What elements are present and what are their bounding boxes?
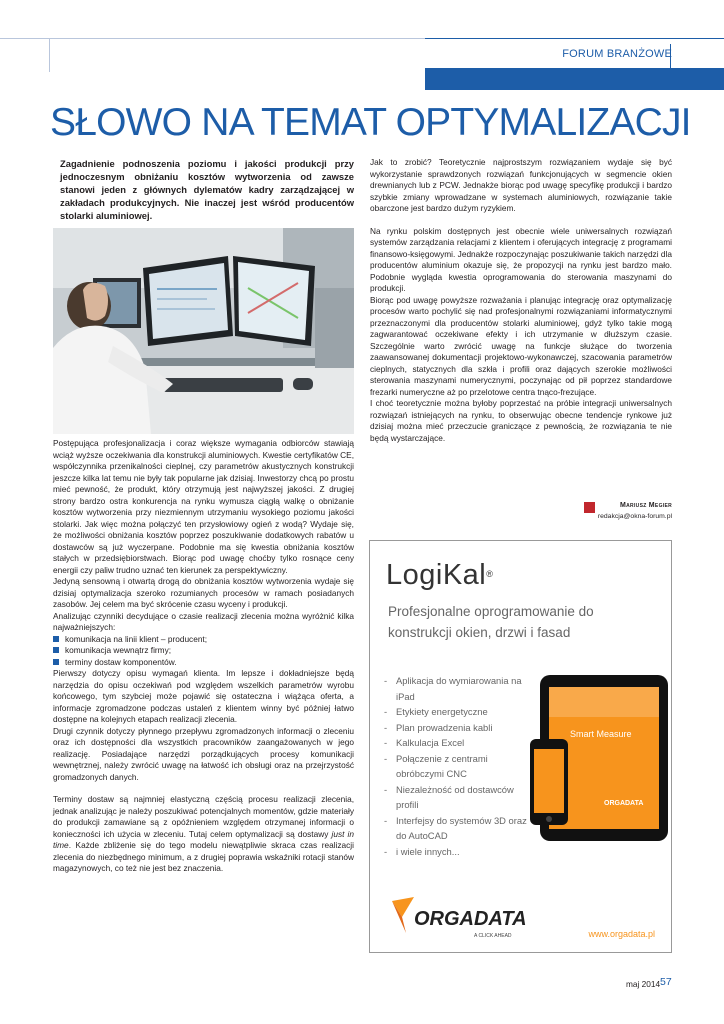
list-item: komunikacja na linii klient – producent; xyxy=(53,634,354,646)
ad-subtitle: Profesjonalne oprogramowanie do konstrukcji okien, drzwi i fasad xyxy=(388,604,594,640)
brand-tagline: A CLICK AHEAD xyxy=(474,933,512,939)
list-item: - Połączenie z centrami obróbczymi CNC xyxy=(384,752,488,779)
paragraph: Postępująca profesjonalizacja i coraz większe wymagania odbiorców stawiają wciąż wyższe oczekiwania dla konstrukcji aluminiowych. Kwestie certyfikatów CE, współczynnika przenikalności cieplnej, czy parametrów akustycznych konstrukcji jeszcze kilka lat temu nie były tak popularne jak dzisiaj. Inwestorzy chcą po prostu mieć pewność, że produkt, który otrzymują jest najwyższej jakości. Z drugiej strony bardzo ostra konkurencja na rynku wymusza ciągłą walkę o obniżanie kosztów wytworzenia przy niezmiennym utrzymaniu wysokiego poziomu jakości stolarki. Jak więc można połączyć ten przysłowiowy ogień z wodą? Wydaje się, że możliwości obniżania kosztów poprzez poszukiwanie dodatkowych rabatów u dostawców są już wyczerpane. Podobnie ma się kwestia obniżania kosztów stałych w przedsiębiorstwach. Biorąc pod uwagę choćby tylko rosnące ceny energii czy paliw trudno uznać ten kierunek za perspektywiczny. xyxy=(53,438,354,575)
brand-name: ORGADATA xyxy=(414,908,527,930)
list-item: - Plan prowadzenia kabli xyxy=(384,721,493,733)
list-item: - Kalkulacja Excel xyxy=(384,737,465,748)
issue-date: maj 2014 xyxy=(626,979,661,989)
paragraph: Analizując czynniki decydujące o czasie realizacji zlecenia można wyróżnić kilka najważniejszych: xyxy=(53,610,354,632)
list-item: - Interfejsy do systemów 3D oraz do AutoCAD xyxy=(384,814,527,841)
ad-feature-list xyxy=(384,673,532,859)
author-email: redakcja@okna-forum.pl xyxy=(597,513,672,520)
header-left-rule xyxy=(0,38,50,72)
advertisement xyxy=(369,540,672,953)
article-title: SŁOWO NA TEMAT OPTYMALIZACJI xyxy=(50,101,691,144)
paragraph: I choć teoretycznie można byłoby poprzestać na próbie integracji uniwersalnych rozwiązań istniejących na rynku, to obserwując obecne tendencje rynkowe już dzisiaj można mieć przeczucie graniczące z pewnością, że rozwiązania te nie będą wystarczające. xyxy=(370,398,672,443)
page-number: 57 xyxy=(660,976,672,988)
article-column-left xyxy=(53,438,354,875)
square-bullet-icon xyxy=(53,636,59,642)
list-item: - i wiele innych... xyxy=(384,845,460,857)
list-item: terminy dostaw komponentów. xyxy=(53,657,354,669)
tablet-screen-brand: ORGADATA xyxy=(604,800,644,807)
section-tag: FORUM BRANŻOWE xyxy=(562,48,672,60)
paragraph: Biorąc pod uwagę powyższe rozważania i planując integrację oraz optymalizację procesów warto pochylić się nad profesjonalnymi rozwiązaniami informatycznymi przeznaczonymi dla producentów stolarki aluminiowej, gdyż tylko takie mogą zagwarantować oczekiwane efekty i ich utrzymanie w dłuższym czasie. Szczególnie warto zwrócić uwagę na funkcje służące do tworzenia zaawansowanej dokumentacji projektowo-wykonawczej, szacowania parametrów cieplnych, statycznych dla szkła i profili oraz dających szerokie możliwości sterowania maszynami numerycznymi, poczynając od pił poprzez standardowe frezarki numeryczne aż po przelotowe centra tnąco-frezujące. xyxy=(370,294,672,397)
article-photo xyxy=(53,228,354,434)
square-bullet-icon xyxy=(53,659,59,665)
list-item: komunikacja wewnątrz firmy; xyxy=(53,645,354,657)
paragraph: Na rynku polskim dostępnych jest obecnie wiele uniwersalnych rozwiązań systemów zarządzania relacjami z klientem i oferujących integrację z programami finansowo-księgowymi. Jednakże rozpoczynając poszukiwanie takich narzędzi dla producentów aluminium okazuje się, że propozycji na rynku jest bardzo mało. Podobnie wygląda kwestia oprogramowania do sterowania maszynami do produkcji. xyxy=(370,225,672,293)
author-name: Mariusz Megier xyxy=(620,502,672,509)
paragraph: Drugi czynnik dotyczy płynnego przepływu zgromadzonych informacji o zleceniu oraz ich dostępności dla wszystkich pracowników zaangażowanych w jego realizację. Posiadające narzędzi porządkujących procesy komunikacji wewnętrznej, należy zwrócić uwagę na łatwość ich obsługi oraz na przejrzystość gromadzonych danych. xyxy=(53,725,354,782)
article-column-right xyxy=(370,157,672,444)
header-rule-blue xyxy=(425,38,724,39)
list-item: - Aplikacja do wymiarowania na iPad xyxy=(384,675,522,702)
office-workstation-illustration xyxy=(53,228,354,434)
factor-list xyxy=(53,634,354,669)
author-marker xyxy=(584,502,595,513)
square-bullet-icon xyxy=(53,647,59,653)
article-lead: Zagadnienie podnoszenia poziomu i jakości produkcji przy jednoczesnym obniżaniu kosztów wytworzenia od zawsze stanowi jeden z głównych dylematów kadry zarządzającej w zakładach produkcyjnych. Nie inaczej jest wśród producentów stolarki aluminiowej. xyxy=(60,158,354,222)
ad-url[interactable]: www.orgadata.pl xyxy=(588,929,655,939)
paragraph: Terminy dostaw są najmniej elastyczną częścią procesu realizacji zlecenia, jednak analizując je należy poszukiwać potencjalnych momentów, gdzie materiały do produkcji zamawiane są z opóźnieniem względem otrzymanej informacji o konieczności ich użycia w zleceniu. Tutaj celem optymalizacji są dostawy just in time. Każde zbliżenie się do tego modelu niewątpliwie skraca czas realizacji zlecenia do niezbędnego minimum, a z drugiej poprawia wskaźniki rotacji stanów magazynowych, co też nie jest bez znaczenia. xyxy=(53,794,354,873)
paragraph: Pierwszy dotyczy opisu wymagań klienta. Im lepsze i dokładniejsze będą narzędzia do opisu oczekiwań pod względem wszelkich parametrów wyrobu końcowego, tym szybciej może pojawić się ostateczna i wiążąca oferta, a informacje zgromadzone podczas ustaleń z klientem winny być później łatwo dostępne na kolejnych etapach realizacji zlecenia. xyxy=(53,668,354,724)
tablet-screen-title: Smart Measure xyxy=(570,729,632,739)
paragraph: Jedyną sensowną i otwartą drogą do obniżania kosztów wytworzenia wydaje się dzisiaj optymalizacja szeroko rozumianych procesów w ramach posiadanych zasobów. Jej celem ma być skrócenie czasu wyceny i produkcji. xyxy=(53,576,354,609)
orgadata-logo xyxy=(388,891,548,941)
header-rule xyxy=(50,38,425,39)
list-item: - Etykiety energetyczne xyxy=(384,706,488,717)
logikal-logo: LogiKal® xyxy=(386,559,494,591)
list-item: - Niezależność od dostawców profili xyxy=(384,783,514,810)
paragraph: Jak to zrobić? Teoretycznie najprostszym rozwiązaniem wydaje się być wykorzystanie sprawdzonych rozwiązań funkcjonujących w segmencie okien drewnianych lub z PCW. Jednakże biorąc pod uwagę specyfikę produkcji i bardzo szybkie zmiany wprowadzane w systemach aluminiowych, rozwiązanie takie obarczone jest bardzo dużym ryzykiem. xyxy=(370,157,672,213)
tablet-and-phone-illustration xyxy=(530,675,670,845)
section-tag-bar xyxy=(425,68,724,90)
